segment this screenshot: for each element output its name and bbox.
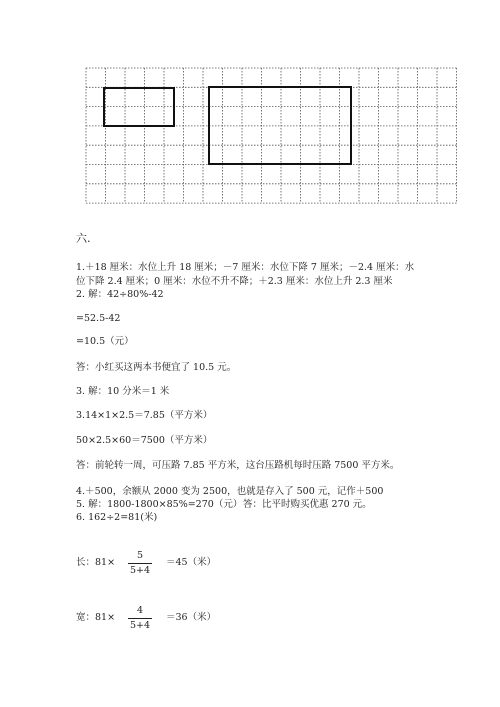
answer-2-step: =52.5-42 xyxy=(76,313,121,324)
answer-2-conclusion: 答：小红买这两本书便宜了 10.5 元。 xyxy=(76,362,237,373)
grid-figure xyxy=(85,67,458,209)
length-result: ＝45（米） xyxy=(166,557,217,568)
answer-5-calc: 5. 解：1800-1800×85%=270（元） xyxy=(76,499,243,510)
fraction-numerator: 4 xyxy=(136,605,144,616)
fraction-bar xyxy=(128,618,152,619)
fraction-bar xyxy=(128,563,152,564)
answer-5-conclusion: 答：比平时购买优惠 270 元。 xyxy=(243,499,372,510)
section-heading: 六. xyxy=(76,232,91,245)
width-fraction xyxy=(128,605,152,632)
length-prefix: 长：81× xyxy=(76,557,116,568)
fraction-numerator: 5 xyxy=(136,550,144,561)
answer-3-conclusion: 答：前轮转一周，可压路 7.85 平方米，这台压路机每时压路 7500 平方米。 xyxy=(76,460,400,471)
answer-2-step: 2. 解：42÷80%-42 xyxy=(76,289,164,300)
fraction-denominator: 5+4 xyxy=(129,565,151,576)
answer-4: 4.＋500，余额从 2000 变为 2500，也就是存入了 500 元，记作＋500 xyxy=(76,486,384,497)
grid-svg xyxy=(85,67,458,205)
length-fraction xyxy=(128,550,152,577)
answer-1-line-a: 1.＋18 厘米：水位上升 18 厘米；－7 厘米：水位下降 7 厘米；－2.4 厘米：水 xyxy=(76,262,415,273)
answer-3-step: 3.14×1×2.5＝7.85（平方米） xyxy=(76,410,213,421)
answer-1-line-b: 位下降 2.4 厘米；0 厘米：水位不升不降；＋2.3 厘米：水位上升 2.3 厘米 xyxy=(76,276,393,287)
width-prefix: 宽：81× xyxy=(76,612,116,623)
answer-3-step: 50×2.5×60＝7500（平方米） xyxy=(76,435,213,446)
answer-2-step: =10.5（元） xyxy=(76,336,134,347)
width-result: ＝36（米） xyxy=(166,612,217,623)
small-rectangle xyxy=(104,88,174,126)
answer-6: 6. 162÷2=81(米) xyxy=(76,512,158,523)
fraction-denominator: 5+4 xyxy=(129,620,151,631)
answer-3-step: 3. 解：10 分米＝1 米 xyxy=(76,386,170,397)
